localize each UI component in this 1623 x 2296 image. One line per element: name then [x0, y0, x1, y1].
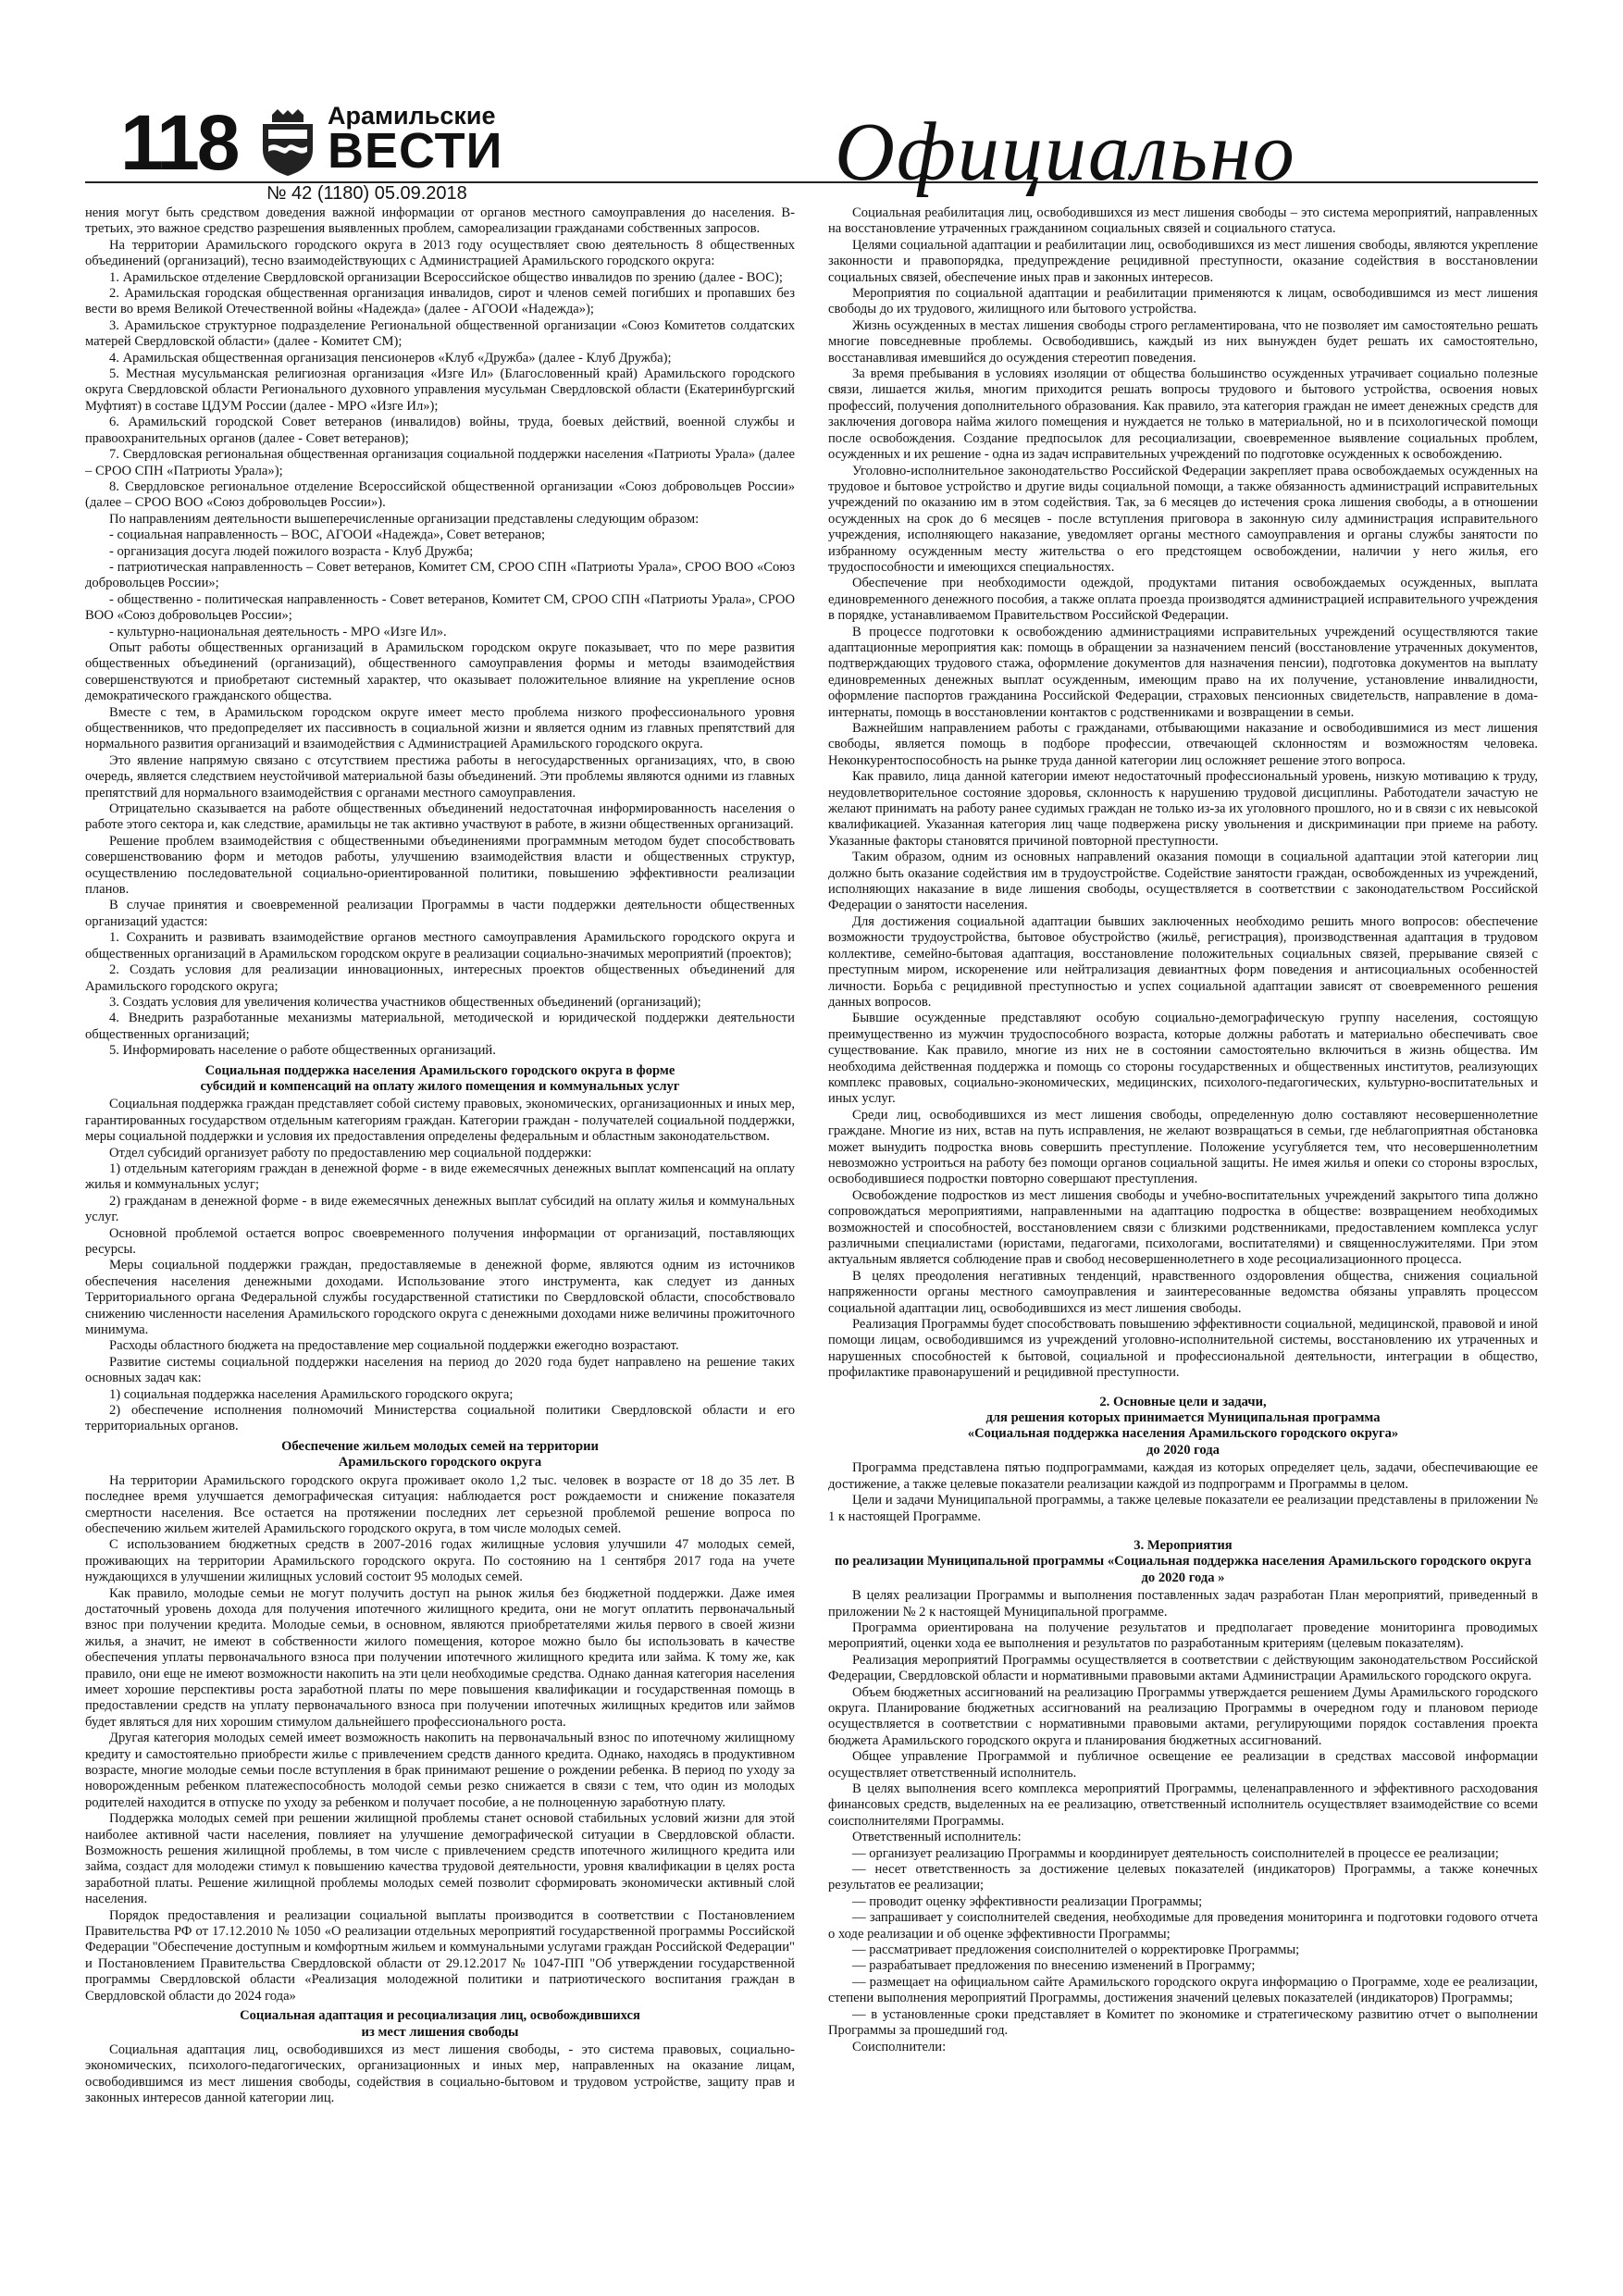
paragraph: Решение проблем взаимодействия с общественными объединениями программным методом будет способствовать совершенствованию форм и методов работы, улучшению взаимодействия власти и общественных структур, осуществлению последовательной социально-ориентированной политики, повышению эффективности реализации планов. [85, 833, 795, 898]
paragraph: Реализация Программы будет способствовать повышению эффективности социальной, медицинской, правовой и иной помощи лицам, освободившимся из учреждений уголовно-исполнительной системы, восстановлению их утраченных и нарушенных способностей к бытовой, социальной и профессиональной деятельности, интеграции в общество, профилактике правонарушений и рецидивной преступности. [828, 1317, 1538, 1381]
brand-title: ВЕСТИ [328, 123, 503, 179]
list-item: 1. Сохранить и развивать взаимодействие органов местного самоуправления Арамильского городского округа и общественных организаций в Арамильском городском округе в реализации социально-значимых мероприятий (проектов); [85, 930, 795, 962]
list-item: — рассматривает предложения соисполнителей о корректировке Программы; [852, 1942, 1300, 1958]
paragraph: Как правило, лица данной категории имеют недостаточный профессиональный уровень, низкую мотивацию к труду, неудовлетворительное состояние здоровья, склонность к нарушению трудовой дисциплины. Работодатели зачастую не желают принимать на работу ранее судимых граждан не только из-за их уголовного прошлого, но и в связи с их невысокой квалификацией. Указанная категория лиц чаще подвержена риску увольнения и дискриминации при приеме на работу. Указанные факторы становятся причиной повторной преступности. [828, 769, 1538, 849]
list-item: — запрашивает у соисполнителей сведения, необходимые для проведения мониторинга и подготовки годового отчета о ходе реализации и об оценке эффективности Программы; [828, 1910, 1538, 1942]
paragraph: В целях выполнения всего комплекса мероприятий Программы, целенаправленного и эффективного расходования финансовых средств, выделенных на ее реализацию, ответственный исполнитель осуществляет взаимодействие со всеми соисполнителями Программы. [828, 1781, 1538, 1829]
left-column [85, 205, 795, 2107]
list-item: — несет ответственность за достижение целевых показателей (индикаторов) Программы, а также конечных результатов ее реализации; [828, 1862, 1538, 1893]
page-number: 118 [120, 99, 238, 186]
paragraph: 2) обеспечение исполнения полномочий Министерства социальной политики Свердловской области и его территориальных органов. [85, 1403, 795, 1434]
paragraph: Основной проблемой остается вопрос своевременного получения информации от организаций, поставляющих ресурсы. [85, 1225, 795, 1257]
paragraph: Расходы областного бюджета на предоставление мер социальной поддержки ежегодно возрастают. [109, 1338, 679, 1354]
paragraph: За время пребывания в условиях изоляции от общества большинство осужденных утрачивает социально полезные связи, лишается жилья, многим приходится решать вопросы трудового и бытового устройства, освоения новых профессий, получения дополнительного образования. Как правило, эта категория граждан не имеет денежных средств для заключения договора найма жилого помещения и нуждается не только в материальной, но и в психологической помощи после освобождения. Создание предпосылок для ресоциализации, своевременное выявление социальных проблем, осужденных и их решение - одна из задач исправительных учреждений по подготовке осужденных к освобождению. [828, 366, 1538, 463]
paragraph: Ответственный исполнитель: [852, 1830, 1022, 1845]
paragraph: Освобождение подростков из мест лишения свободы и учебно-воспитательных учреждений закрытого типа должно сопровождаться мероприятиями, направленными на адаптацию подростка в обществе: возвращением необходимых возможностей и способностей, восстановлением связи с близкими родственниками, предоставлением комплекса услуг различными специалистами (юристами, педагогами, психологами, воспитателями) и священнослужителями. При этом актуальным является соблюдение прав и свобод несовершеннолетнего в ходе ресоциализационного процесса. [828, 1187, 1538, 1268]
list-item: - организация досуга людей пожилого возраста - Клуб Дружба; [109, 543, 474, 559]
paragraph: На территории Арамильского городского округа проживает около 1,2 тыс. человек в возрасте от 18 до 35 лет. В последнее время улучшается демографическая ситуация: наблюдается рост рождаемости и снижение показателя смертности населения. Все остается на протяжении последних лет серьезной проблемой решение вопроса по обеспечению жильем жителей Арамильского городского округа, в том числе молодых семей. [85, 1472, 795, 1536]
issue-number: № 42 (1180) 05.09.2018 [266, 183, 467, 204]
heading-text: Мероприятия [1146, 1537, 1233, 1553]
paragraph: Опыт работы общественных организаций в Арамильском городском округе показывает, что по мере развития общественных объединений (организаций), общественного самоуправления формы и методы взаимодействия совершенствуются и приобретают системный характер, что оказывает положительное влияние на укрепление основ демократического гражданского общества. [85, 639, 795, 704]
section-heading [828, 1538, 1538, 1586]
list-item: 2. Создать условия для реализации инновационных, интересных проектов общественных объединений для Арамильского городского округа; [85, 962, 795, 994]
paragraph: Социальная поддержка граждан представляет собой систему правовых, экономических, организационных и иных мер, гарантированных государством отдельным категориям граждан. Категории граждан - получателей социальной поддержки, меры социальной поддержки и условия их предоставления определены федеральным и областным законодательством. [85, 1097, 795, 1145]
heading-line: субсидий и компенсаций на оплату жилого помещения и коммунальных услуг [200, 1078, 680, 1094]
list-item: - общественно - политическая направленность - Совет ветеранов, Комитет СМ, СРОО СПН «Патриоты Урала», СРОО ВОО «Союз добровольцев России»; [85, 591, 795, 624]
paragraph: Соисполнители: [852, 2039, 947, 2054]
paragraph: Общее управление Программой и публичное освещение ее реализации в средствах массовой информации осуществляет ответственный исполнитель. [828, 1749, 1538, 1781]
heading-line: Социальная адаптация и ресоциализация лиц, освобождившихся [240, 2008, 640, 2024]
heading-line: «Социальная поддержка населения Арамильского городского округа» [967, 1426, 1399, 1442]
heading-line: для решения которых принимается Муниципальная программа [985, 1410, 1381, 1426]
paragraph: На территории Арамильского городского округа в 2013 году осуществляет свою деятельность 8 общественных объединений (организаций), тесно взаимодействующих с Администрацией Арамильского городского округа: [85, 237, 795, 269]
list-item: 2. Арамильская городская общественная организация инвалидов, сирот и членов семей погибших и пропавших без вести во время Великой Отечественной войны «Надежда» (далее - АГООИ «Надежда»); [85, 286, 795, 317]
paragraph: Уголовно-исполнительное законодательство Российской Федерации закрепляет права освобождаемых осужденных на трудовое и бытовое устройство и другие виды социальной помощи, а также обязанность администраций исправительных учреждений по оказанию им в этом содействия. Так, за 6 месяцев до истечения срока лишения свободы, а в отношении осужденных на срок до 6 месяцев - после вступления приговора в законную силу администрация исправительного учреждения, исполняющего наказание, уведомляет органы местного самоуправления и органы службы занятости по избранному осужденным месту жительства о его предстоящем освобождении, наличии у него жилья, его трудоспособности и имеющихся специальностях. [828, 463, 1538, 575]
paragraph: Развитие системы социальной поддержки населения на период до 2020 года будет направлено на решение таких основных задач как: [85, 1354, 795, 1386]
paragraph: Отдел субсидий организует работу по предоставлению мер социальной поддержки: [109, 1145, 592, 1160]
list-item: 3. Арамильское структурное подразделение Региональной общественной организации «Союз Комитетов солдатских матерей Свердловской области» (далее - Комитет СМ); [85, 317, 795, 350]
article-columns [85, 205, 1538, 2107]
paragraph: Обеспечение при необходимости одеждой, продуктами питания освобождаемых осужденных, выплата единовременного денежного пособия, а также оплата проезда производятся администрацией исправительного учреждения в порядке, устанавливаемом Правительством Российской Федерации. [828, 576, 1538, 624]
heading-line: Обеспечение жильем молодых семей на территории [281, 1438, 599, 1454]
paragraph: 2) гражданам в денежной форме - в виде ежемесячных денежных выплат субсидий на оплату жилья и коммунальных услуг. [85, 1193, 795, 1225]
paragraph: Таким образом, одним из основных направлений оказания помощи в социальной адаптации этой категории лиц должно быть оказание содействия им в трудоустройстве. Содействие занятости граждан, освобожденных из учреждений, исполняющих наказание в виде лишения свободы, осуществляется в соответствии с законодательством Российской Федерации о занятости населения. [828, 850, 1538, 913]
paragraph: Бывшие осужденные представляют особую социально-демографическую группу населения, состоящую преимущественно из мужчин трудоспособного возраста, которые должны работать и материально обеспечивать свое существование. Как правило, многие из них не в состоянии самостоятельно включиться в жизнь общества. Им необходима действенная поддержка и помощь со стороны государственных и общественных институтов, реализующих комплекс правовых, социально-экономических, медицинских, психолого-педагогических, культурно-воспитательных и иных услуг. [828, 1011, 1538, 1107]
paragraph: С использованием бюджетных средств в 2007-2016 годах жилищные условия улучшили 47 молодых семей, проживающих на территории Арамильского городского округа. По состоянию на 1 сентября 2017 года на учете нуждающихся в улучшении жилищных условий состоит 95 молодых семей. [85, 1537, 795, 1585]
paragraph: Социальная адаптация лиц, освободившихся из мест лишения свободы, - это система правовых, социально-экономических, психолого-педагогических, организационных и иных мер, направленных на оказание лицам, освободившимся из мест лишения свободы, содействия в социально-бытовом и трудовом устройстве, защиту прав и законных интересов данной категории лиц. [85, 2042, 795, 2106]
paragraph: Это явление напрямую связано с отсутствием престижа работы в негосударственных организациях, что, в свою очередь, является следствием неустойчивой материальной базы объединений. Эти проблемы являются одними из главных препятствий для нормального взаимодействия с органами местного самоуправления. [85, 752, 795, 800]
heading-line: из мест лишения свободы [361, 2024, 519, 2040]
paragraph: Меры социальной поддержки граждан, предоставляемые в денежной форме, являются одним из источников обеспечения населения денежными доходами. Использование этого инструмента, как следует из данных Территориального органа Федеральной службы государственной статистики по Свердловской области, способствовало снижению численности населения Арамильского городского округа с денежными доходами ниже величины прожиточного минимума. [85, 1258, 795, 1338]
paragraph: Жизнь осужденных в местах лишения свободы строго регламентирована, что не позволяет им самостоятельно решать многие повседневные проблемы. Освободившись, каждый из них вынужден будет решать их самостоятельно, восстанавливая имевшийся до осуждения стереотип поведения. [828, 317, 1538, 366]
list-item: - культурно-национальная деятельность - МРО «Изге Ил». [109, 624, 447, 639]
section-heading [85, 1439, 795, 1471]
paragraph: Мероприятия по социальной адаптации и реабилитации применяются к лицам, освободившимся из мест лишения свободы до их трудового, жилищного или бытового устройства. [828, 286, 1538, 317]
right-column [828, 205, 1538, 2107]
heading-line: по реализации Муниципальной программы «Социальная поддержка населения Арамильского городского округа до 2020 года » [835, 1554, 1531, 1585]
heading-line [828, 1538, 1538, 1554]
section-number: 3. [1134, 1537, 1145, 1553]
paragraph: Другая категория молодых семей имеет возможность накопить на первоначальный взнос по ипотечному жилищному кредиту и самостоятельно приобрести жилье с привлечением средств данного кредита. Однако, находясь в продуктивном возрасте, многие молодые семьи после вступления в брак принимают решение о рождении ребенка. В период по уходу за новорожденным ребенком платежеспособность молодой семьи резко снижается в связи с тем, что один из молодых родителей находится в отпуске по уходу за ребенком и получает пособие, а не полноценную заработную плату. [85, 1731, 795, 1810]
paragraph: В целях преодоления негативных тенденций, нравственного оздоровления общества, снижения социальной напряженности органы местного самоуправления и заинтересованные ведомства обязаны управлять процессом социальной адаптации лиц, освободившихся из мест лишения свободы. [828, 1268, 1538, 1316]
paragraph: Отрицательно сказывается на работе общественных объединений недостаточная информированность населения о работе этого сектора и, как следствие, арамильцы не так активно участвуют в работе, в жизни общественных организаций. [85, 801, 795, 833]
paragraph: Цели и задачи Муниципальной программы, а также целевые показатели ее реализации представлены в приложении № 1 к настоящей Программе. [828, 1493, 1538, 1524]
list-item: 4. Арамильская общественная организация пенсионеров «Клуб «Дружба» (далее - Клуб Дружба); [109, 350, 672, 366]
paragraph: Поддержка молодых семей при решении жилищной проблемы станет основой стабильных условий жизни для этой наиболее активной части населения, повлияет на улучшение демографической ситуации в Свердловской области. Возможность решения жилищной проблемы, в том числе с привлечением средств ипотечного жилищного кредита или займа, создаст для молодежи стимул к повышению качества трудовой деятельности, уровня квалификации в целях роста заработной платы. Решение жилищной проблемы молодых семей позволит сформировать экономически активный слой населения. [85, 1811, 795, 1907]
paragraph: В процессе подготовки к освобождению администрациями исправительных учреждений осуществляются такие адаптационные мероприятия как: помощь в обращении за назначением пенсий (восстановление утраченных документов, подтверждающих трудового стажа, оформление документов для назначения пенсии), подготовка документов на выплату единовременных денежных выплат осужденным, имеющим право на их получение, установление инвалидности, оформление паспортов гражданина Российской Федерации, страховых пенсионных свидетельств, направление в дома-интернаты, помощь в восстановлении контактов с родственниками и возвращении в семьи. [828, 624, 1538, 720]
list-item: 5. Местная мусульманская религиозная организация «Изге Ил» (Благословенный край) Арамильского городского округа Свердловской области Регионального духовного управления мусульман Свердловской области (Екатеринбургский Муфтият) в составе ЦДУМ России (далее - МРО «Изге Ил»); [85, 366, 795, 414]
list-item: — проводит оценку эффективности реализации Программы; [852, 1893, 1203, 1909]
list-item: — разрабатывает предложения по внесению изменений в Программу; [852, 1958, 1256, 1974]
coat-of-arms-icon [255, 109, 320, 176]
section-heading [85, 2008, 795, 2041]
heading-line: Социальная поддержка населения Арамильского городского округа в форме [204, 1062, 675, 1078]
paragraph: Важнейшим направлением работы с гражданами, отбывающими наказание и освободившимися из мест лишения свободы, является помощь в подборе профессии, отвечающей склонностям и возможностям человека. Неконкурентоспособность на рынке труда данной категории лиц осложняет решение этого вопроса. [828, 721, 1538, 768]
paragraph: 1) отдельным категориям граждан в денежной форме - в виде ежемесячных денежных выплат компенсаций на оплату жилья и коммунальных услуг; [85, 1160, 795, 1193]
list-item: — размещает на официальном сайте Арамильского городского округа информацию о Программе, ходе ее реализации, степени выполнения мероприятий Программы, достижения значений целевых показателей (индикаторов) Программы; [828, 1974, 1538, 2006]
list-item: 1. Арамильское отделение Свердловской организации Всероссийское общество инвалидов по зрению (далее - ВОС); [109, 269, 783, 285]
paragraph: Вместе с тем, в Арамильском городском округе имеет место проблема низкого профессионального уровня общественников, что предопределяет их пассивность в социальной жизни и является одним из главных препятствий для нормального развития организаций и взаимодействия с Администрацией Арамильского городского округа. [85, 704, 795, 752]
paragraph: В целях реализации Программы и выполнения поставленных задач разработан План мероприятий, приведенный в приложении № 2 к настоящей Муниципальной программе. [828, 1588, 1538, 1620]
section-heading [828, 1395, 1538, 1459]
list-item: 7. Свердловская региональная общественная организация социальной поддержки населения «Патриоты Урала» (далее – СРОО СПН «Патриоты Урала»); [85, 447, 795, 478]
paragraph: Как правило, молодые семьи не могут получить доступ на рынок жилья без бюджетной поддержки. Даже имея достаточный уровень дохода для получения ипотечного жилищного кредита, они не могут оплатить первоначальный взнос при получении кредита. Молодые семьи, в основном, являются приобретателями жилья первого в своей жизни жилья, а значит, не имеют в собственности жилого помещения, которое можно было бы использовать в качестве обеспечения уплаты первоначального взноса при получении ипотечного жилищного кредита или займа. К тому же, как правило, они еще не имеют возможности накопить на эти цели необходимые средства. Однако данная категория населения имеет хорошие перспективы роста заработной платы по мере повышения квалификации и государственная помощь в предоставлении средств на уплату первоначального взноса при получении ипотечных жилищных кредитов или займов будет являться для них хорошим стимулом дальнейшего профессионального роста. [85, 1585, 795, 1730]
list-item: 5. Информировать население о работе общественных организаций. [109, 1043, 496, 1059]
paragraph: Программа представлена пятью подпрограммами, каждая из которых определяет цель, задачи, обеспечивающие ее достижение, а также целевые показатели реализации каждой из подпрограмм и Программы в целом. [828, 1460, 1538, 1492]
list-item: — организует реализацию Программы и координирует деятельность соисполнителей в процессе ее реализации; [852, 1845, 1499, 1861]
paragraph: Программа ориентирована на получение результатов и предполагает проведение мониторинга проводимых мероприятий, оценки хода ее выполнения и результатов по разработанным критериям (целевым показателям). [828, 1620, 1538, 1652]
paragraph: 1) социальная поддержка населения Арамильского городского округа; [109, 1386, 514, 1402]
heading-line [828, 1395, 1538, 1410]
paragraph: Объем бюджетных ассигнований на реализацию Программы утверждается решением Думы Арамильского городского округа. Планирование бюджетных ассигнований на реализацию Программы в очередном году и плановом периоде осуществляется в соответствии с нормативными правовыми актами, регулирующими порядок составления проекта бюджета Арамильского городского округа и планирования бюджетных ассигнований. [828, 1684, 1538, 1748]
list-item: 8. Свердловское региональное отделение Всероссийской общественной организации «Союз добровольцев России» (далее – СРОО ВОО «Союз добровольцев России»). [85, 478, 795, 511]
heading-line: Арамильского городского округа [338, 1455, 542, 1471]
paragraph: Порядок предоставления и реализации социальной выплаты производится в соответствии с Постановлением Правительства РФ от 17.12.2010 № 1050 «О реализации отдельных мероприятий государственной программы Российской Федерации "Обеспечение доступным и комфортным жильем и коммунальными услугами граждан Российской Федерации" и Постановлением Правительства Свердловской области от 29.12.2017 № 1047-ПП "Об утверждении государственной программы Свердловской области «Реализация молодежной политики и патриотического воспитания граждан в Свердловской области до 2024 года» [85, 1907, 795, 2004]
paragraph: В случае принятия и своевременной реализации Программы в части поддержки деятельности общественных организаций удастся: [85, 898, 795, 929]
list-item: — в установленные сроки представляет в Комитет по экономике и стратегическому развитию отчет о выполнении Программы за прошедший год. [828, 2006, 1538, 2039]
list-item: 3. Создать условия для увеличения количества участников общественных объединений (организаций); [109, 994, 701, 1010]
paragraph: Среди лиц, освободившихся из мест лишения свободы, определенную долю составляют несовершеннолетние граждане. Многие из них, встав на путь исправления, не желают возвращаться в семьи, где неблагоприятная обстановка может вынудить подростка вновь совершить преступление. Положение усугубляется тем, что несовершеннолетним невозможно устроиться на работу без помощи органов социальной защиты. Не имея жилья и опеки со стороны взрослых, освободившиеся подростки повторно совершают преступления. [828, 1107, 1538, 1187]
list-item: - патриотическая направленность – Совет ветеранов, Комитет СМ, СРОО СПН «Патриоты Урала», СРОО ВОО «Союз добровольцев России»; [85, 559, 795, 591]
brand-top-line: Арамильские [328, 102, 496, 130]
section-number: 2. [1099, 1394, 1110, 1409]
list-item: - социальная направленность – ВОС, АГООИ «Надежда», Совет ветеранов; [109, 527, 546, 543]
masthead [85, 0, 1538, 204]
paragraph: Реализация мероприятий Программы осуществляется в соответствии с действующим законодательством Российской Федерации, Свердловской области и нормативными правовыми актами Администрации Арамильского городского округа. [828, 1652, 1538, 1684]
section-heading [85, 1063, 795, 1096]
paragraph: Целями социальной адаптации и реабилитации лиц, освободившихся из мест лишения свободы, являются укрепление законности и правопорядка, предупреждение рецидивной преступности, оказание содействия в восстановлении социальных связей, обеспечение иных прав и законных интересов. [828, 237, 1538, 285]
heading-text: Основные цели и задачи, [1112, 1394, 1267, 1409]
paragraph: Для достижения социальной адаптации бывших заключенных необходимо решить много вопросов: обеспечение возможности трудоустройства, бытовое обустройство (жильё, регистрация), производственная адаптация в трудовом коллективе, семейно-бытовая адаптация, восстановление положительных социальных связей, прерывание связей с преступным миром, искоренение или нейтрализация девиантных форм поведения и антисоциальных особенностей личности. Борьба с рецидивной преступностью и успех социальной адаптации зависят от своевременного решения данных вопросов. [828, 913, 1538, 1010]
list-item: 4. Внедрить разработанные механизмы материальной, методической и юридической поддержки деятельности общественных организаций; [85, 1011, 795, 1042]
rubric-title: Официально [835, 106, 1296, 198]
paragraph: Социальная реабилитация лиц, освободившихся из мест лишения свободы – это система мероприятий, направленных на восстановление утраченных гражданином социальных связей и социального статуса. [828, 205, 1538, 237]
paragraph: По направлениям деятельности вышеперечисленные организации представлены следующим образом: [109, 511, 700, 527]
paragraph: нения могут быть средством доведения важной информации от органов местного самоуправления до населения. В-третьих, это важное средство разрешения выявленных проблем, самореализации гражданами собственных запросов. [85, 205, 795, 237]
list-item: 6. Арамильский городской Совет ветеранов (инвалидов) войны, труда, боевых действий, военной службы и правоохранительных органов (далее - Совет ветеранов); [85, 415, 795, 446]
heading-line: до 2020 года [1146, 1442, 1220, 1458]
